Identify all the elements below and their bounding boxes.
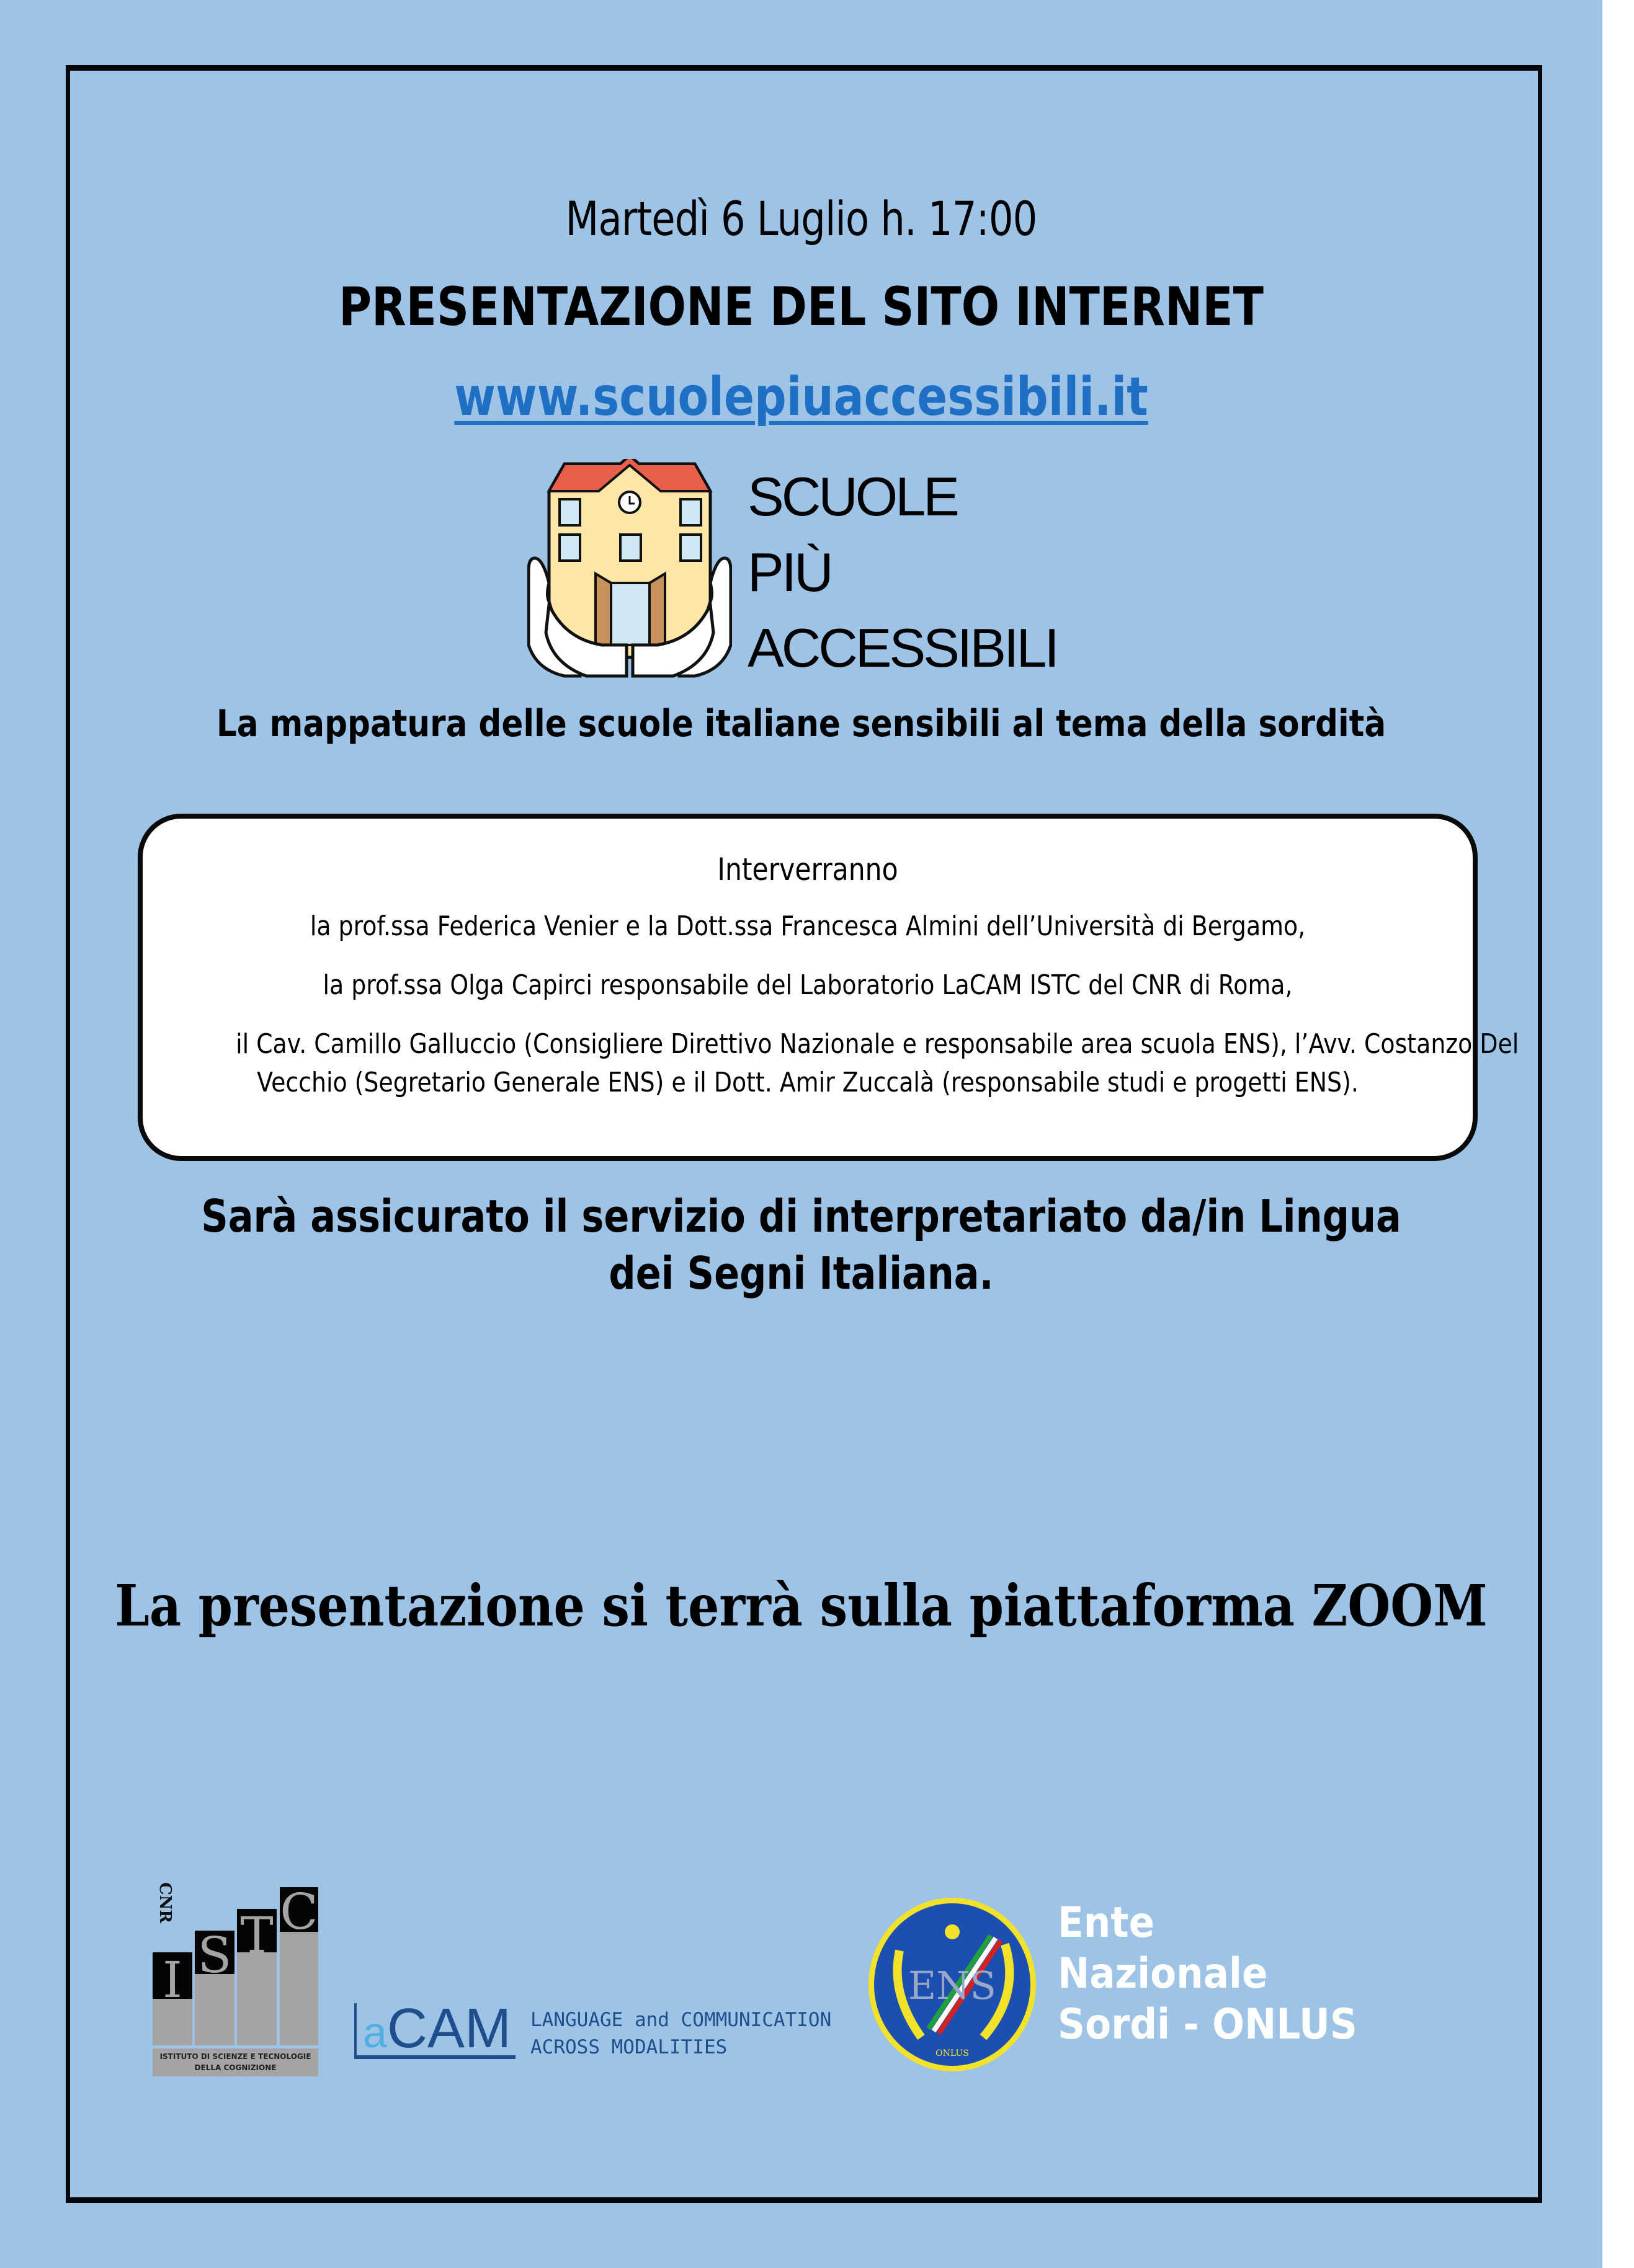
svg-text:ONLUS: ONLUS [935, 2048, 969, 2058]
istc-caption [153, 2048, 318, 2076]
school-in-hands-icon [527, 459, 732, 682]
interpreting-line-2: dei Segni Italiana. [609, 1247, 994, 1299]
lacam-tagline-2: ACROSS MODALITIES [530, 2036, 728, 2058]
lacam-cam: CAM [386, 1998, 511, 2060]
istc-letter-i: I [153, 1952, 192, 1999]
ens-seal-logo [865, 1895, 1039, 2075]
interpreting-note [128, 1188, 1475, 1302]
istc-letter-t: T [237, 1909, 277, 1952]
logo-line-2: PIÙ [748, 541, 831, 603]
speaker-line: il Cav. Camillo Galluccio (Consigliere Direttivo Nazionale e responsabile area scuola ENS), l’Avv. Costanzo Del [236, 1028, 1519, 1060]
logo-wordmark [748, 459, 1057, 686]
speaker-line: la prof.ssa Olga Capirci responsabile del Laboratorio LaCAM ISTC del CNR di Roma, [323, 969, 1293, 1001]
event-date-time: Martedì 6 Luglio h. 17:00 [565, 191, 1037, 246]
event-title: PRESENTAZIONE DEL SITO INTERNET [339, 276, 1264, 338]
speaker-line: Vecchio (Segretario Generale ENS) e il Dott. Amir Zuccalà (responsabile studi e progetti ENS). [257, 1067, 1359, 1098]
ens-line-3: Sordi - ONLUS [1058, 2000, 1357, 2049]
svg-text:ENS: ENS [908, 1963, 996, 2008]
istc-letter-c: C [280, 1883, 318, 1941]
cnr-label: CNR [156, 1882, 175, 1924]
scuole-piu-accessibili-logo [527, 459, 1086, 682]
istc-caption-line-1: ISTITUTO DI SCIENZE E TECNOLOGIE [159, 2052, 311, 2061]
istc-letter-s: S [195, 1931, 234, 1974]
ens-seal-icon [865, 1895, 1039, 2075]
subtitle: La mappatura delle scuole italiane sensibili al tema della sordità [216, 702, 1386, 745]
ens-line-2: Nazionale [1058, 1949, 1268, 1998]
ens-wordmark [1058, 1898, 1357, 2050]
istc-caption-line-2: DELLA COGNIZIONE [194, 2063, 277, 2072]
platform-note: La presentazione si terrà sulla piattaforma ZOOM [115, 1572, 1488, 1639]
speakers-heading: Interverranno [717, 852, 898, 887]
istc-cnr-logo [151, 1875, 340, 2076]
flyer-page: Martedì 6 Luglio h. 17:00 PRESENTAZIONE DEL SITO INTERNET www.scuolepiuaccessibili.it SCUOLE PIÙ ACCESSIBILI La mappatura delle scuole italiane sensibili al tema della sordità Interverranno la prof.ssa Federica Venier e la Dott.ssa Francesca Almini dell’Università di Bergamo, la prof.ssa Olga Capirci responsabile del Laboratorio LaCAM ISTC del CNR di Roma, il Cav. Camillo Galluccio (Consigliere Direttivo Nazionale e responsabile area scuola ENS), l’Avv. Costanzo Del Vecchio (Segretario Generale ENS) e il Dott. Amir Zuccalà (responsabile studi e progetti ENS). Sarà assicurato il servizio di interpretariato da/in Lingua dei Segni Italiana. La presentazione si terrà sulla piattaforma ZOOM CNR I S T C ISTITUTO DI SCIENZE E TECNOLOGIE DELLA COGNIZIONE aCAM LANGUAGE and COMMUNICATION ACROSS MODALITIES ENS ONLUS Ente Nazionale Sordi - ONLUS [0, 0, 1602, 2268]
speakers-box [138, 814, 1519, 1161]
logo-line-3: ACCESSIBILI [748, 617, 1057, 678]
ens-line-1: Ente [1058, 1898, 1155, 1947]
lacam-tagline-1: LANGUAGE and COMMUNICATION [530, 2009, 832, 2031]
website-link[interactable]: www.scuolepiuaccessibili.it [454, 366, 1148, 428]
speaker-line: la prof.ssa Federica Venier e la Dott.ssa Francesca Almini dell’Università di Bergamo, [310, 910, 1306, 942]
interpreting-line-1: Sarà assicurato il servizio di interpretariato da/in Lingua [201, 1190, 1401, 1242]
logo-line-1: SCUOLE [748, 466, 957, 527]
lacam-tagline [530, 2006, 831, 2061]
